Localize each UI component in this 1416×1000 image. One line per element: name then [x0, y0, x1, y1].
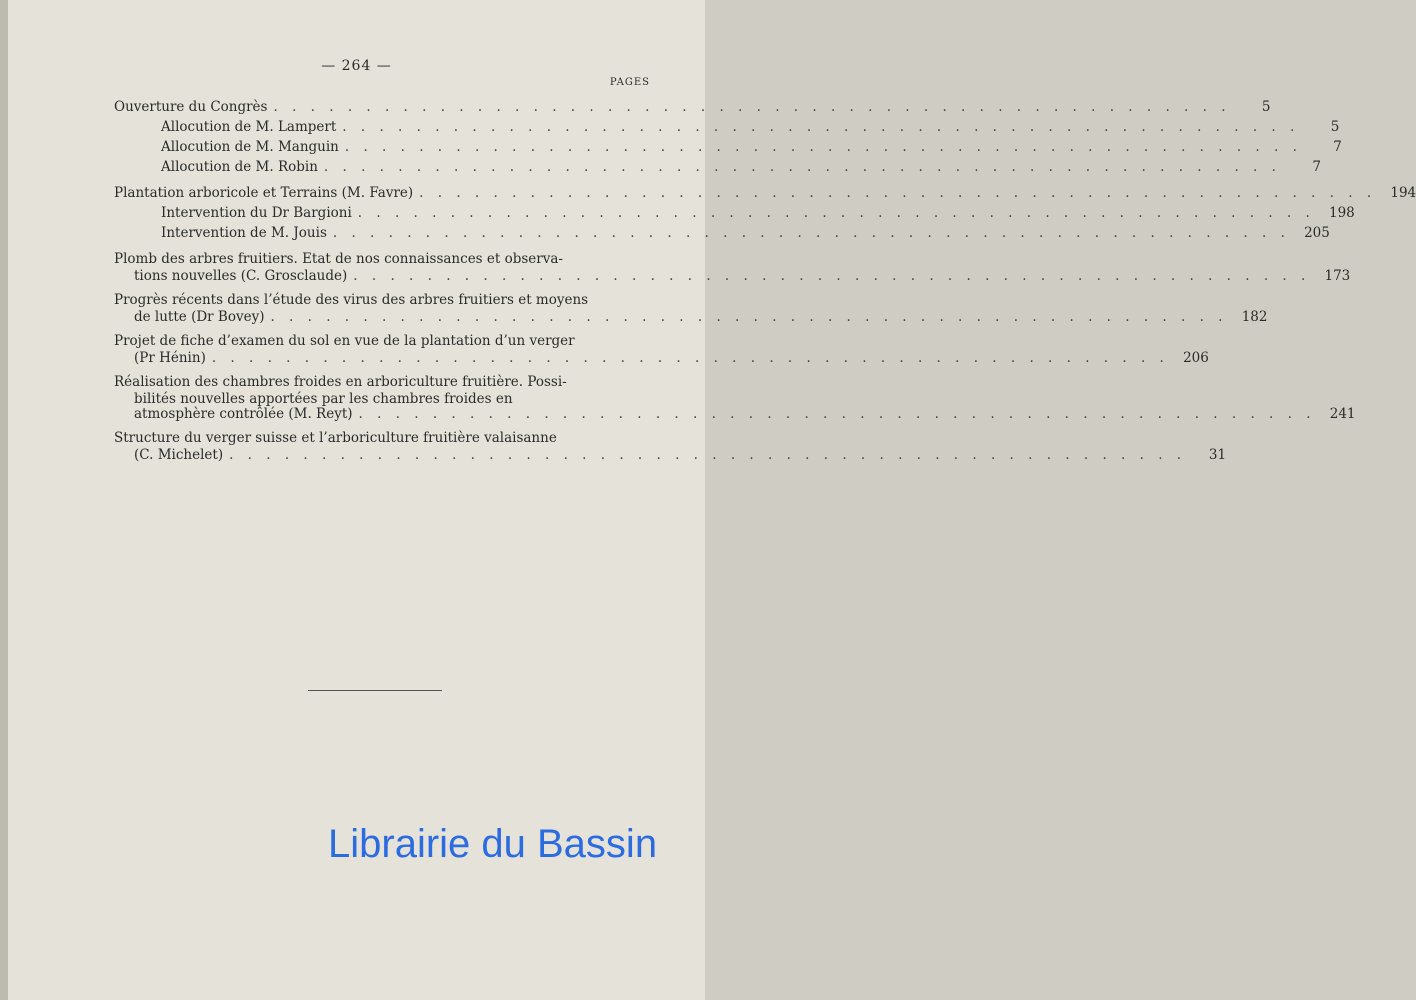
toc-entry-title: (Pr Hénin): [134, 350, 206, 366]
toc-entry-line: [114, 447, 1227, 463]
page-number: — 264 —: [321, 58, 392, 74]
toc-entry: [114, 203, 1355, 223]
toc-entry-page: 7: [1312, 159, 1321, 175]
divider-rule: [308, 690, 442, 691]
toc-entry-page: 241: [1329, 406, 1356, 422]
toc-entry: [114, 117, 1340, 137]
toc-entry-title: Projet de fiche d’examen du sol en vue de la plantation d’un verger: [114, 333, 575, 349]
toc-entry-line: [114, 406, 1356, 422]
pages-column-label: PAGES: [609, 77, 650, 88]
leader-dots: . . . . . . . . . . . . . . . . . . . . . . . . . . . . . . . . . . . . . . . . . . . . . . . . . . . .: [353, 268, 1311, 284]
toc-entry: [114, 249, 1351, 284]
toc-entry-title: Intervention de M. Jouis: [161, 225, 327, 241]
toc-entry-title: Allocution de M. Lampert: [161, 119, 337, 135]
toc-entry-title: Allocution de M. Robin: [161, 159, 318, 175]
toc-entry-line: [114, 183, 1416, 203]
leader-dots: . . . . . . . . . . . . . . . . . . . . . . . . . . . . . . . . . . . . . . . . . . . . . . . . . . . .: [344, 139, 1302, 155]
toc-entry-line: [114, 203, 1355, 223]
toc-entry-title: Allocution de M. Manguin: [161, 139, 339, 155]
table-of-contents: [114, 97, 1416, 469]
toc-entry-line: [114, 249, 658, 269]
toc-entry-page: 198: [1329, 205, 1355, 221]
toc-entry-page: 194: [1390, 185, 1416, 201]
toc-entry-line: [114, 223, 1330, 243]
toc-entry: [114, 97, 1271, 117]
leader-dots: . . . . . . . . . . . . . . . . . . . . . . . . . . . . . . . . . . . . . . . . . . . . . . . . . . . .: [323, 159, 1281, 175]
toc-entry-page: 182: [1241, 309, 1268, 325]
toc-entry: [114, 428, 1227, 463]
toc-entry-title: (C. Michelet): [134, 447, 224, 463]
toc-entry: [114, 137, 1342, 157]
toc-entry: [114, 372, 1356, 422]
toc-entry-title: Intervention du Dr Bargioni: [161, 205, 352, 221]
leader-dots: . . . . . . . . . . . . . . . . . . . . . . . . . . . . . . . . . . . . . . . . . . . . . . . . . . . .: [419, 185, 1377, 201]
toc-entry-page: 206: [1183, 350, 1209, 366]
leader-dots: . . . . . . . . . . . . . . . . . . . . . . . . . . . . . . . . . . . . . . . . . . . . . . . . . . . .: [229, 447, 1187, 463]
toc-entry-page: 173: [1324, 268, 1351, 284]
toc-entry: [114, 223, 1330, 243]
toc-entry-page: 5: [1261, 99, 1271, 115]
leader-dots: . . . . . . . . . . . . . . . . . . . . . . . . . . . . . . . . . . . . . . . . . . . . . . . . . . . .: [273, 99, 1231, 115]
toc-entry-page: 31: [1208, 447, 1227, 463]
toc-entry-line: [114, 350, 1209, 366]
toc-entry-title: Plantation arboricole et Terrains (M. Favre): [114, 185, 414, 201]
leader-dots: . . . . . . . . . . . . . . . . . . . . . . . . . . . . . . . . . . . . . . . . . . . . . . . . . . . .: [358, 406, 1316, 422]
toc-entry: [114, 157, 1321, 177]
toc-entry-title: de lutte (Dr Bovey): [134, 309, 265, 325]
toc-entry-line: [114, 137, 1342, 157]
toc-entry-title: Progrès récents dans l’étude des virus des arbres fruitiers et moyens: [114, 292, 589, 308]
toc-entry-line: [114, 309, 1268, 325]
toc-entry-title: atmosphère contrôlée (M. Reyt): [134, 406, 353, 422]
leader-dots: . . . . . . . . . . . . . . . . . . . . . . . . . . . . . . . . . . . . . . . . . . . . . . . . . . . .: [332, 225, 1290, 241]
toc-entry-line: [114, 331, 658, 351]
watermark-text: Librairie du Bassin: [328, 822, 658, 866]
toc-entry-title: Plomb des arbres fruitiers. Etat de nos connaissances et observa-: [114, 251, 563, 267]
toc-entry-page: 5: [1330, 119, 1340, 135]
toc-entry-line: [114, 392, 658, 407]
toc-entry-title: tions nouvelles (C. Grosclaude): [134, 268, 348, 284]
leader-dots: . . . . . . . . . . . . . . . . . . . . . . . . . . . . . . . . . . . . . . . . . . . . . . . . . . . .: [342, 119, 1300, 135]
toc-entry-line: [114, 372, 658, 392]
toc-entry-line: [114, 428, 658, 448]
toc-entry-title: Réalisation des chambres froides en arboriculture fruitière. Possi-: [114, 374, 567, 390]
toc-entry-line: [114, 97, 1271, 117]
toc-entry-title: Structure du verger suisse et l’arboriculture fruitière valaisanne: [114, 430, 557, 446]
book-page: [8, 0, 1416, 1000]
leader-dots: . . . . . . . . . . . . . . . . . . . . . . . . . . . . . . . . . . . . . . . . . . . . . . . . . . . .: [211, 350, 1169, 366]
toc-entry-title: bilités nouvelles apportées par les chambres froides en: [134, 391, 513, 407]
toc-entry-page: 205: [1304, 225, 1330, 241]
toc-entry: [114, 290, 1268, 325]
toc-entry-page: 7: [1333, 139, 1342, 155]
toc-entry-line: [114, 157, 1321, 177]
toc-entry-line: [114, 117, 1340, 137]
leader-dots: . . . . . . . . . . . . . . . . . . . . . . . . . . . . . . . . . . . . . . . . . . . . . . . . . . . .: [357, 205, 1315, 221]
toc-entry-line: [114, 268, 1351, 284]
toc-entry-line: [114, 290, 658, 310]
toc-entry-title: Ouverture du Congrès: [114, 99, 268, 115]
toc-entry: [114, 183, 1416, 203]
toc-entry: [114, 331, 1209, 366]
binding-edge: [0, 0, 8, 1000]
leader-dots: . . . . . . . . . . . . . . . . . . . . . . . . . . . . . . . . . . . . . . . . . . . . . . . . . . . .: [270, 309, 1228, 325]
